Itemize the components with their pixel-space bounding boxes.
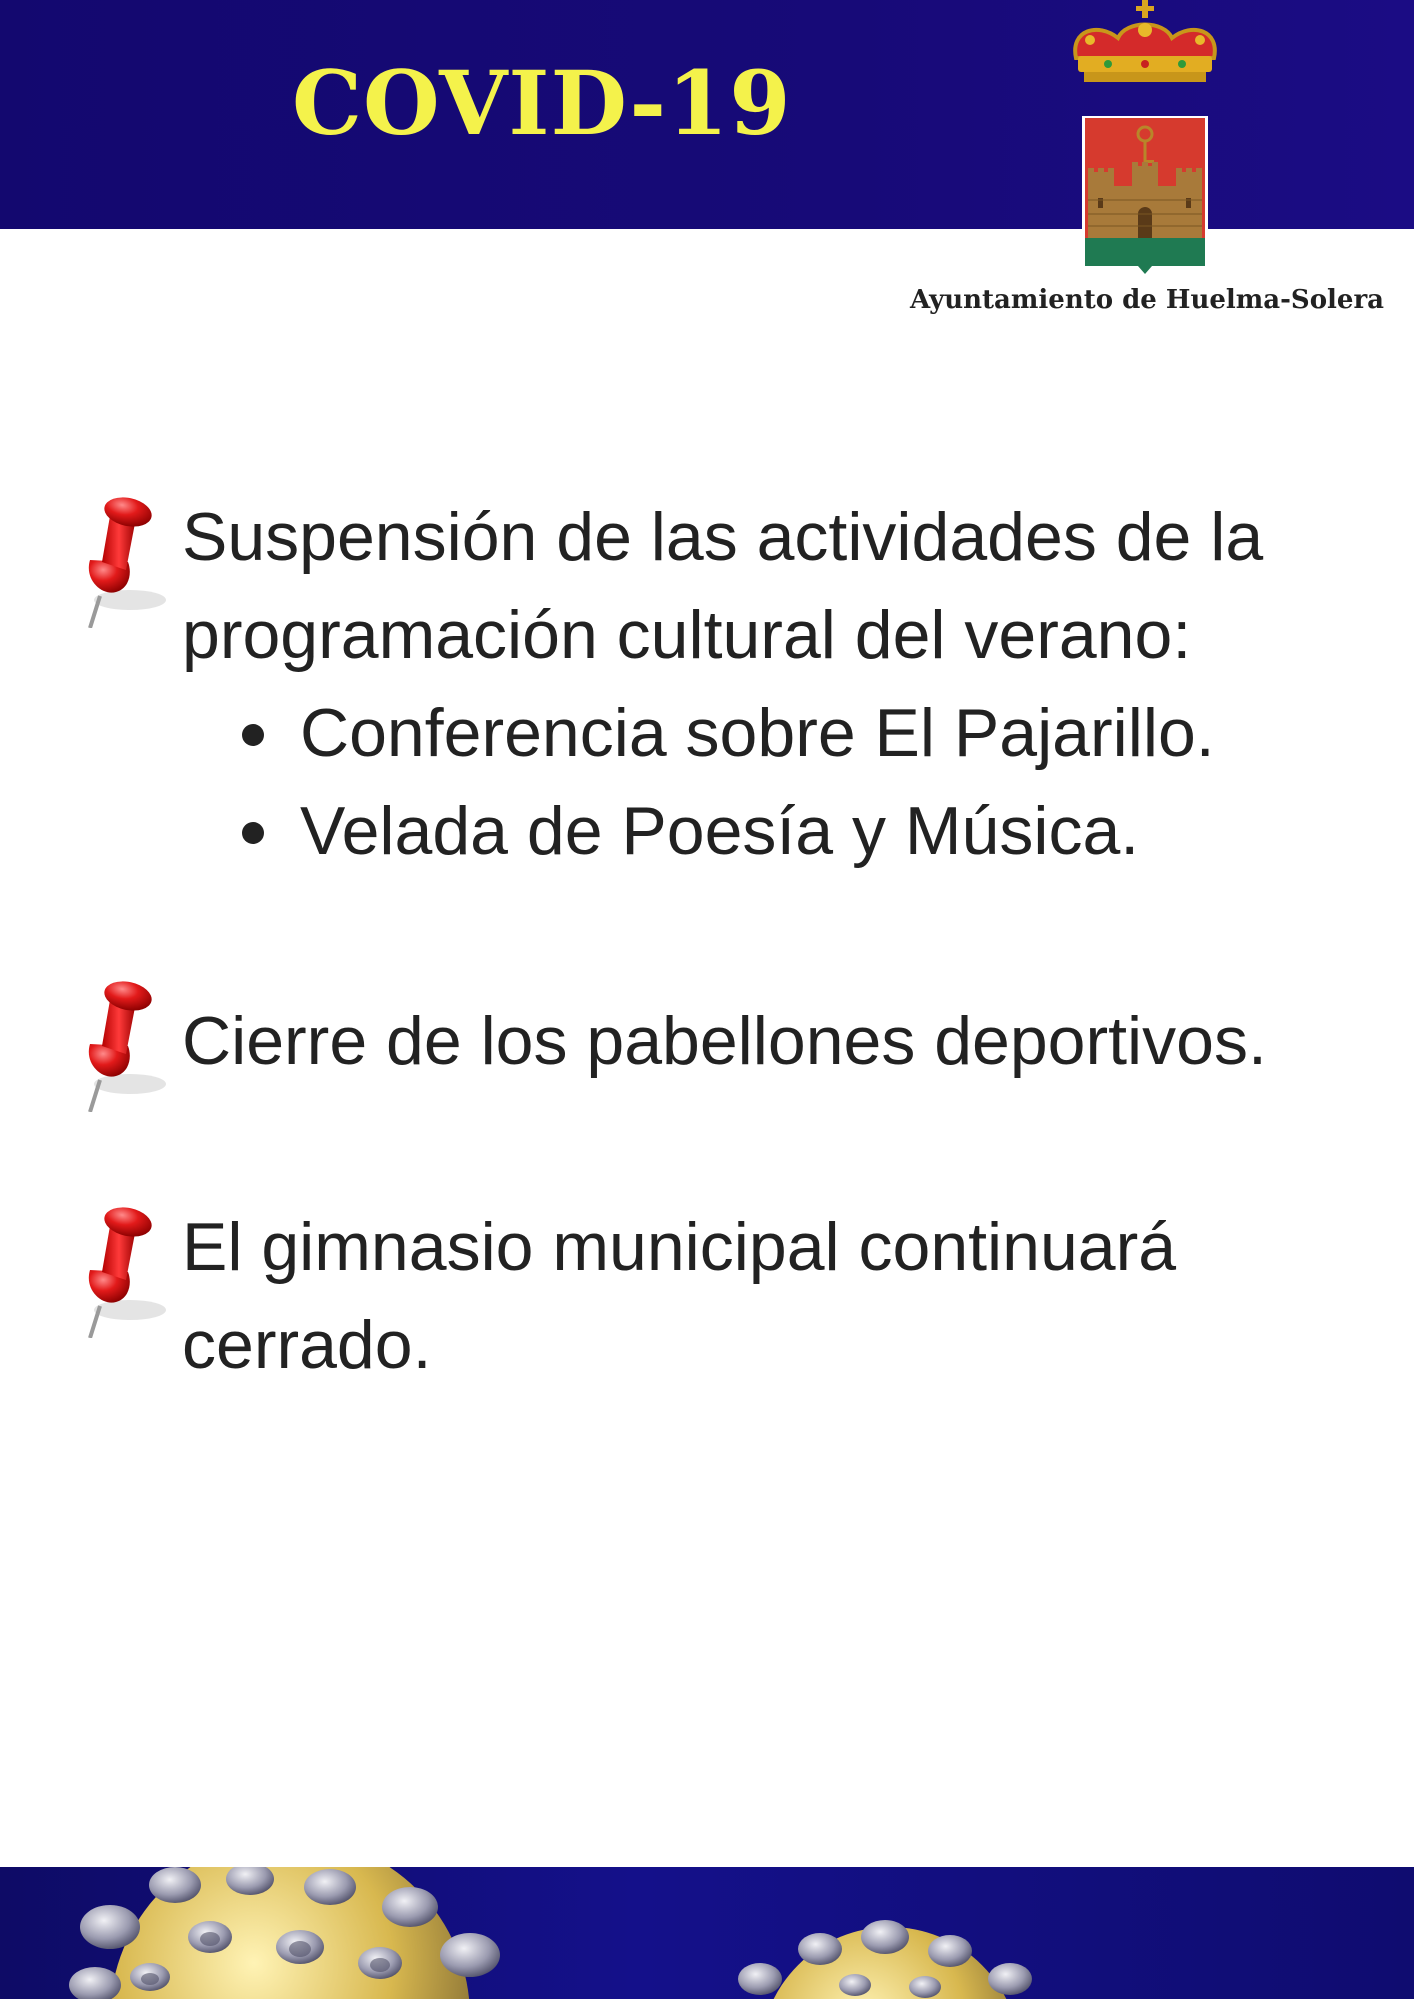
sublist-item [242, 782, 1342, 880]
sublist-item [242, 684, 1342, 782]
item-text: El gimnasio municipal continuará cerrado. [182, 1209, 1177, 1383]
pushpin-icon [80, 1198, 176, 1338]
coronavirus-illustration [0, 1867, 1414, 1999]
virus-icon [738, 1920, 1032, 1999]
virus-icon [69, 1867, 500, 1999]
item-text: Cierre de los pabellones deportivos. [182, 1003, 1267, 1079]
page-title: COVID-19 [292, 51, 792, 155]
sublist-item-label: Velada de Poesía y Música. [300, 793, 1140, 869]
list-item [80, 972, 1340, 1112]
crown-icon [1075, 0, 1215, 82]
coat-of-arms-icon [1068, 0, 1222, 282]
pushpin-icon [80, 972, 176, 1112]
bullet-icon [242, 822, 264, 844]
bullet-icon [242, 724, 264, 746]
list-item [80, 1198, 1340, 1398]
list-item [80, 488, 1340, 888]
pushpin-icon [80, 488, 176, 628]
footer-banner [0, 1867, 1414, 1999]
sublist [242, 684, 1342, 880]
shield-icon [1082, 116, 1208, 276]
item-text: Suspensión de las actividades de la programación cultural del verano: [182, 499, 1264, 673]
sublist-item-label: Conferencia sobre El Pajarillo. [300, 695, 1215, 771]
organization-name: Ayuntamiento de Huelma-Solera [910, 285, 1385, 315]
